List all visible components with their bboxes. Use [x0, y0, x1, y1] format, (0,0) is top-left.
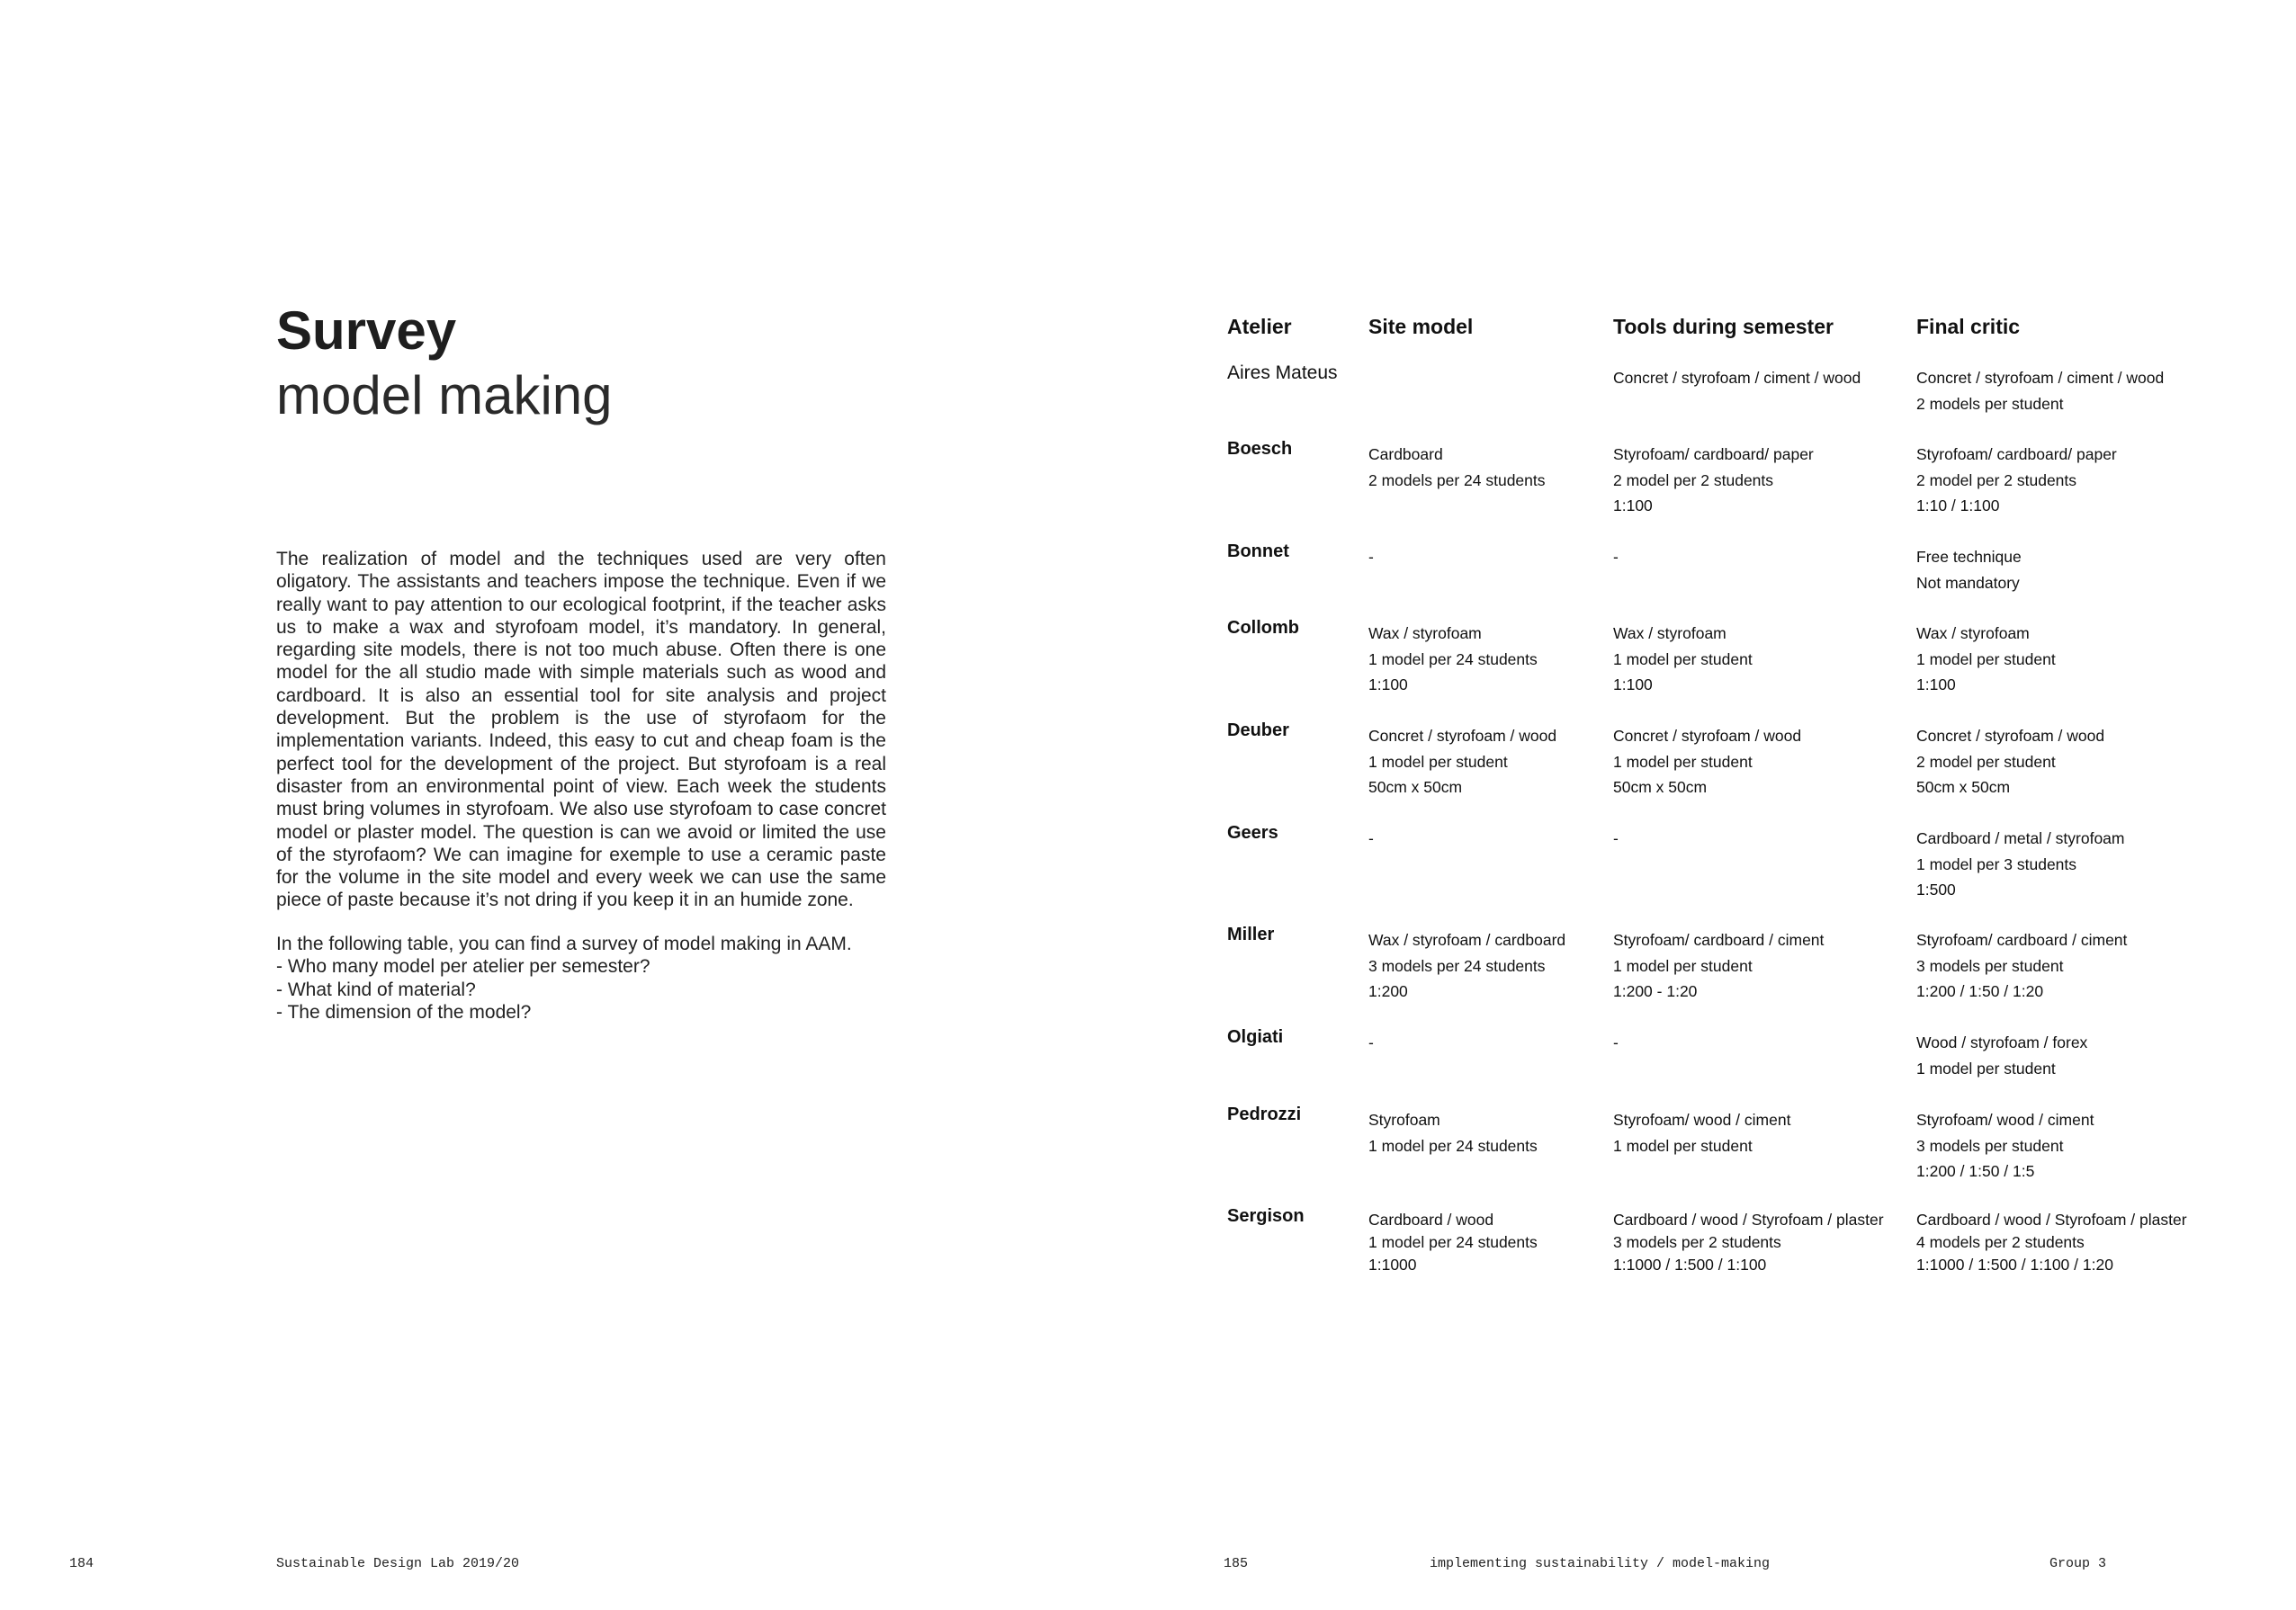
cell-line: 50cm x 50cm [1368, 778, 1463, 796]
cell-final [1916, 442, 2117, 519]
cell-line: 3 models per student [1916, 1136, 2064, 1155]
right-page-number: 185 [1224, 1556, 1249, 1571]
cell-tools [1613, 621, 1753, 698]
cell-line: 1:1000 [1368, 1256, 1417, 1274]
cell-line: 1:200 - 1:20 [1613, 982, 1698, 1000]
cell-line: Styrofoam/ cardboard / ciment [1613, 931, 1825, 949]
cell-line: Styrofoam/ wood / ciment [1916, 1111, 2094, 1129]
cell-final [1916, 1030, 2087, 1081]
cell-line: 2 models per student [1916, 394, 2064, 413]
cell-line: 4 models per 2 students [1916, 1233, 2085, 1251]
cell-line: 1 model per student [1613, 956, 1753, 975]
cell-line: 1:100 [1613, 675, 1653, 693]
cell-line: 1 model per student [1613, 1136, 1753, 1155]
cell-line: 1:200 / 1:50 / 1:5 [1916, 1162, 2035, 1180]
atelier-name: Deuber [1227, 720, 1289, 740]
cell-line: Wax / styrofoam [1613, 624, 1726, 642]
cell-line: - [1368, 829, 1374, 847]
cell-site [1368, 1030, 1374, 1056]
atelier-name: Miller [1227, 925, 1275, 944]
cell-line: Styrofoam [1368, 1111, 1440, 1129]
atelier-name: Bonnet [1227, 541, 1289, 561]
cell-line: 1 model per student [1916, 1059, 2056, 1078]
cell-line: 1 model per student [1613, 649, 1753, 668]
cell-site [1368, 927, 1565, 1005]
cell-line: Wax / styrofoam [1916, 624, 2030, 642]
column-header-final-critic: Final critic [1916, 315, 2021, 338]
cell-line: Cardboard / wood / Styrofoam / plaster [1613, 1211, 1884, 1229]
cell-line: 1:100 [1613, 496, 1653, 514]
cell-final [1916, 1209, 2187, 1276]
cell-line: 3 models per student [1916, 956, 2064, 975]
cell-line: 1 model per 24 students [1368, 1233, 1538, 1251]
cell-line: 1:100 [1916, 675, 1956, 693]
cell-line: Styrofoam/ cardboard/ paper [1916, 445, 2117, 463]
cell-line: 1:200 / 1:50 / 1:20 [1916, 982, 2044, 1000]
cell-final [1916, 365, 2164, 416]
cell-tools [1613, 723, 1801, 801]
page-subtitle: model making [276, 365, 613, 425]
column-header-atelier: Atelier [1227, 315, 1292, 338]
cell-line: 2 model per 2 students [1916, 470, 2077, 489]
cell-line: Concret / styrofoam / wood [1613, 727, 1802, 745]
list-item: - What kind of material? [276, 979, 476, 1000]
cell-tools [1613, 1209, 1884, 1276]
cell-final [1916, 723, 2104, 801]
column-header-tools: Tools during semester [1613, 315, 1834, 338]
atelier-name: Boesch [1227, 439, 1293, 459]
cell-line: 2 models per 24 students [1368, 470, 1546, 489]
cell-line: 1 model per 3 students [1916, 854, 2077, 873]
cell-line: Free technique [1916, 548, 2022, 566]
cell-line: Styrofoam/ cardboard / ciment [1916, 931, 2128, 949]
cell-tools [1613, 826, 1619, 852]
list-item: - Who many model per atelier per semester? [276, 956, 650, 978]
cell-line: Not mandatory [1916, 573, 2020, 592]
atelier-name: Geers [1227, 823, 1278, 843]
cell-line: 3 models per 24 students [1368, 956, 1546, 975]
cell-line: 1 model per student [1368, 752, 1508, 771]
cell-line: Wax / styrofoam [1368, 624, 1482, 642]
cell-final [1916, 1107, 2094, 1185]
cell-line: Concret / styrofoam / wood [1916, 727, 2105, 745]
cell-tools [1613, 927, 1824, 1005]
cell-line: Styrofoam/ wood / ciment [1613, 1111, 1791, 1129]
cell-tools [1613, 1107, 1790, 1158]
cell-line: 1 model per student [1916, 649, 2056, 668]
cell-line: - [1368, 1033, 1374, 1051]
left-running-title: Sustainable Design Lab 2019/20 [276, 1556, 520, 1571]
cell-line: Cardboard / wood / Styrofoam / plaster [1916, 1211, 2187, 1229]
cell-site [1368, 1107, 1538, 1158]
column-header-site-model: Site model [1368, 315, 1474, 338]
right-running-title: implementing sustainability / model-making [1430, 1556, 1771, 1571]
cell-line: 50cm x 50cm [1916, 778, 2011, 796]
cell-site [1368, 621, 1538, 698]
cell-site [1368, 544, 1374, 570]
cell-line: Cardboard [1368, 445, 1443, 463]
cell-line: Wax / styrofoam / cardboard [1368, 931, 1566, 949]
cell-line: Wood / styrofoam / forex [1916, 1033, 2088, 1051]
cell-line: 50cm x 50cm [1613, 778, 1708, 796]
cell-line: 1:100 [1368, 675, 1408, 693]
cell-line: 1:1000 / 1:500 / 1:100 / 1:20 [1916, 1256, 2113, 1274]
list-intro: In the following table, you can find a survey of model making in AAM. [276, 934, 852, 954]
atelier-name: Collomb [1227, 618, 1299, 638]
group-label: Group 3 [2049, 1556, 2107, 1571]
cell-line: 1:200 [1368, 982, 1408, 1000]
cell-line: Concret / styrofoam / ciment / wood [1613, 369, 1861, 387]
list-item: - The dimension of the model? [276, 1001, 532, 1023]
cell-site [1368, 442, 1546, 493]
cell-final [1916, 544, 2022, 595]
cell-tools [1613, 1030, 1619, 1056]
cell-tools [1613, 544, 1619, 570]
cell-line: - [1613, 548, 1619, 566]
cell-line: Concret / styrofoam / ciment / wood [1916, 369, 2165, 387]
cell-line: 2 model per 2 students [1613, 470, 1774, 489]
cell-line: - [1613, 829, 1619, 847]
cell-line: - [1368, 548, 1374, 566]
left-page-number: 184 [69, 1556, 94, 1571]
cell-line: 1 model per student [1613, 752, 1753, 771]
cell-line: 1:500 [1916, 881, 1956, 899]
survey-question-list [276, 933, 906, 1024]
atelier-name: Aires Mateus [1227, 362, 1338, 383]
atelier-name: Sergison [1227, 1206, 1305, 1226]
cell-site [1368, 723, 1556, 801]
intro-text: The realization of model and the techniques used are very often oligatory. The assistants and teachers impose the technique. Even if we really want to pay attention to our ecological footprint, if the teacher asks us to make a wax and styrofoam model, it’s mandatory. In general, regarding site models, there is not too much abuse. Often there is one model for the all studio made with simple materials such as wood and cardboard. It is also an essential tool for site analysis and project development. But the problem is the use of styrofaom for the implementation variants. Indeed, this easy to cut and cheap foam is the perfect tool for the development of the project. But styrofoam is a real disaster from an environmental point of view. Each week the students must bring volumes in styrofoam. We also use styrofoam to case concret model or plaster model. The question is can we avoid or limited the use of the styrofaom? We can imagine for exemple to use a ceramic paste for the volume in the site model and every week we can use the same piece of paste because it’s not dring if you keep it in an humide zone. [276, 549, 886, 911]
cell-line: Cardboard / metal / styrofoam [1916, 829, 2125, 847]
cell-tools [1613, 365, 1861, 391]
cell-line: Cardboard / wood [1368, 1211, 1494, 1229]
cell-tools [1613, 442, 1814, 519]
page-title: Survey [276, 300, 457, 361]
cell-line: 1 model per 24 students [1368, 1136, 1538, 1155]
cell-line: 1 model per 24 students [1368, 649, 1538, 668]
cell-site [1368, 1209, 1538, 1276]
cell-site [1368, 826, 1374, 852]
cell-line: 3 models per 2 students [1613, 1233, 1781, 1251]
cell-final [1916, 621, 2056, 698]
cell-line: - [1613, 1033, 1619, 1051]
intro-paragraph [276, 548, 886, 912]
cell-line: 1:10 / 1:100 [1916, 496, 2000, 514]
atelier-name: Pedrozzi [1227, 1105, 1302, 1124]
cell-line: Concret / styrofoam / wood [1368, 727, 1557, 745]
cell-final [1916, 826, 2124, 903]
cell-final [1916, 927, 2127, 1005]
cell-line: 1:1000 / 1:500 / 1:100 [1613, 1256, 1767, 1274]
cell-line: 2 model per student [1916, 752, 2056, 771]
atelier-name: Olgiati [1227, 1027, 1284, 1047]
cell-line: Styrofoam/ cardboard/ paper [1613, 445, 1814, 463]
